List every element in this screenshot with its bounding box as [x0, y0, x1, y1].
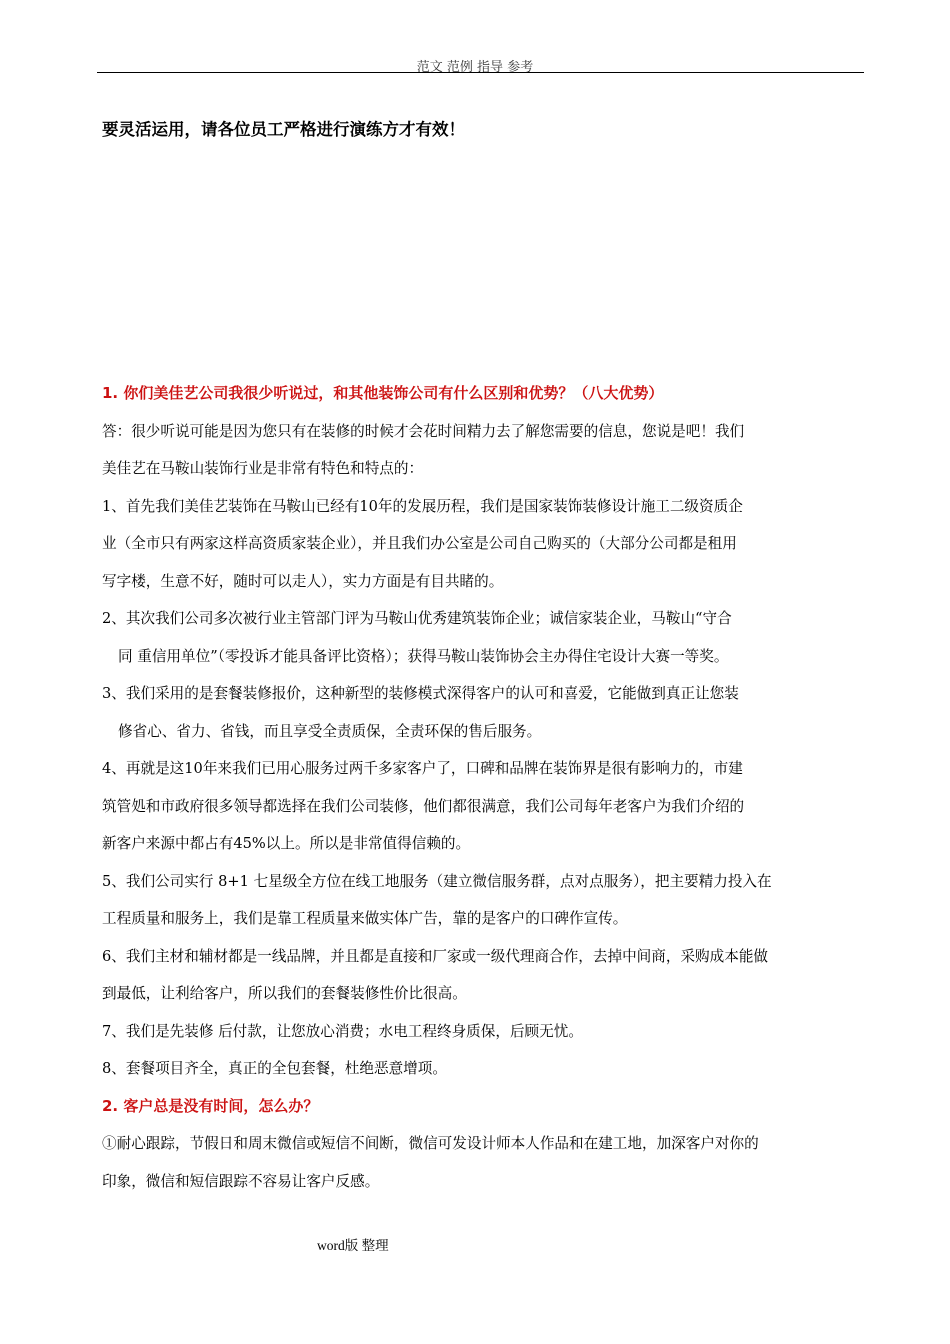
intro-line: 要灵活运用，请各位员工严格进行演练方才有效！ [102, 120, 465, 139]
section-heading: 2. 客户总是没有时间，怎么办？ [102, 1096, 319, 1115]
paragraph-line: ①耐心跟踪，节假日和周末微信或短信不间断，微信可发设计师本人作品和在建工地，加深客户对你的 [102, 1135, 759, 1152]
paragraph-line: 2、其次我们公司多次被行业主管部门评为马鞍山优秀建筑装饰企业；诚信家装企业，马鞍山“守合 [102, 610, 732, 627]
paragraph-line: 1、首先我们美佳艺装饰在马鞍山已经有10年的发展历程，我们是国家装饰装修设计施工二级资质企 [102, 497, 743, 515]
paragraph-line: 筑管処和市政府很多领导都选择在我们公司装修，他们都很满意，我们公司每年老客户为我们介绍的 [102, 797, 745, 815]
paragraph-line: 答：很少听说可能是因为您只有在装修的时候才会花时间精力去了解您需要的信息，您说是吧！我们 [102, 422, 745, 440]
paragraph-line: 3、我们采用的是套餐装修报价，这种新型的装修模式深得客户的认可和喜爱，它能做到真正让您装 [102, 685, 739, 702]
paragraph-line: 7、我们是先装修 后付款，让您放心消费；水电工程终身质保，后顾无忧。 [102, 1022, 583, 1040]
paragraph-line: 美佳艺在马鞍山装饰行业是非常有特色和特点的： [102, 460, 424, 477]
paragraph-line: 印象，微信和短信跟踪不容易让客户反感。 [102, 1172, 380, 1190]
paragraph-line: 同 重信用单位”（零投诉才能具备评比资格）；获得马鞍山装饰协会主办得住宅设计大赛一等奖。 [118, 647, 729, 665]
paragraph-line: 修省心、省力、省钱，而且享受全责质保，全责环保的售后服务。 [118, 722, 542, 740]
document-body [102, 375, 867, 1200]
paragraph-line: 业（全市只有两家这样高资质家装企业），并且我们办公室是公司自己购买的（大部分公司都是租用 [102, 535, 737, 552]
page-footer: word版 整理 [317, 1238, 389, 1253]
paragraph-line: 工程质量和服务上，我们是靠工程质量来做实体广告，靠的是客户的口碑作宣传。 [102, 910, 628, 927]
paragraph-line: 到最低，让利给客户，所以我们的套餐装修性价比很高。 [102, 985, 467, 1002]
paragraph-line: 新客户来源中都占有45%以上。所以是非常值得信赖的。 [102, 835, 471, 852]
paragraph-line: 4、再就是这10年来我们已用心服务过两千多家客户了，口碑和品牌在装饰界是很有影响力的，市建 [102, 760, 743, 777]
paragraph-line: 8、套餐项目齐全，真正的全包套餐，杜绝恶意增项。 [102, 1060, 447, 1077]
paragraph-line: 写字楼，生意不好，随时可以走人），实力方面是有目共睹的。 [102, 572, 504, 590]
paragraph-line: 6、我们主材和辅材都是一线品牌，并且都是直接和厂家或一级代理商合作，去掉中间商，采购成本能做 [102, 947, 769, 965]
paragraph-line: 5、我们公司实行 8+1 七星级全方位在线工地服务（建立微信服务群，点对点服务），把主要精力投入在 [102, 872, 772, 890]
section-heading: 1. 你们美佳艺公司我很少听说过，和其他装饰公司有什么区别和优势？（八大优势） [102, 384, 664, 402]
header-rule [97, 72, 864, 73]
page-header: 范文 范例 指导 参考 [416, 60, 534, 75]
